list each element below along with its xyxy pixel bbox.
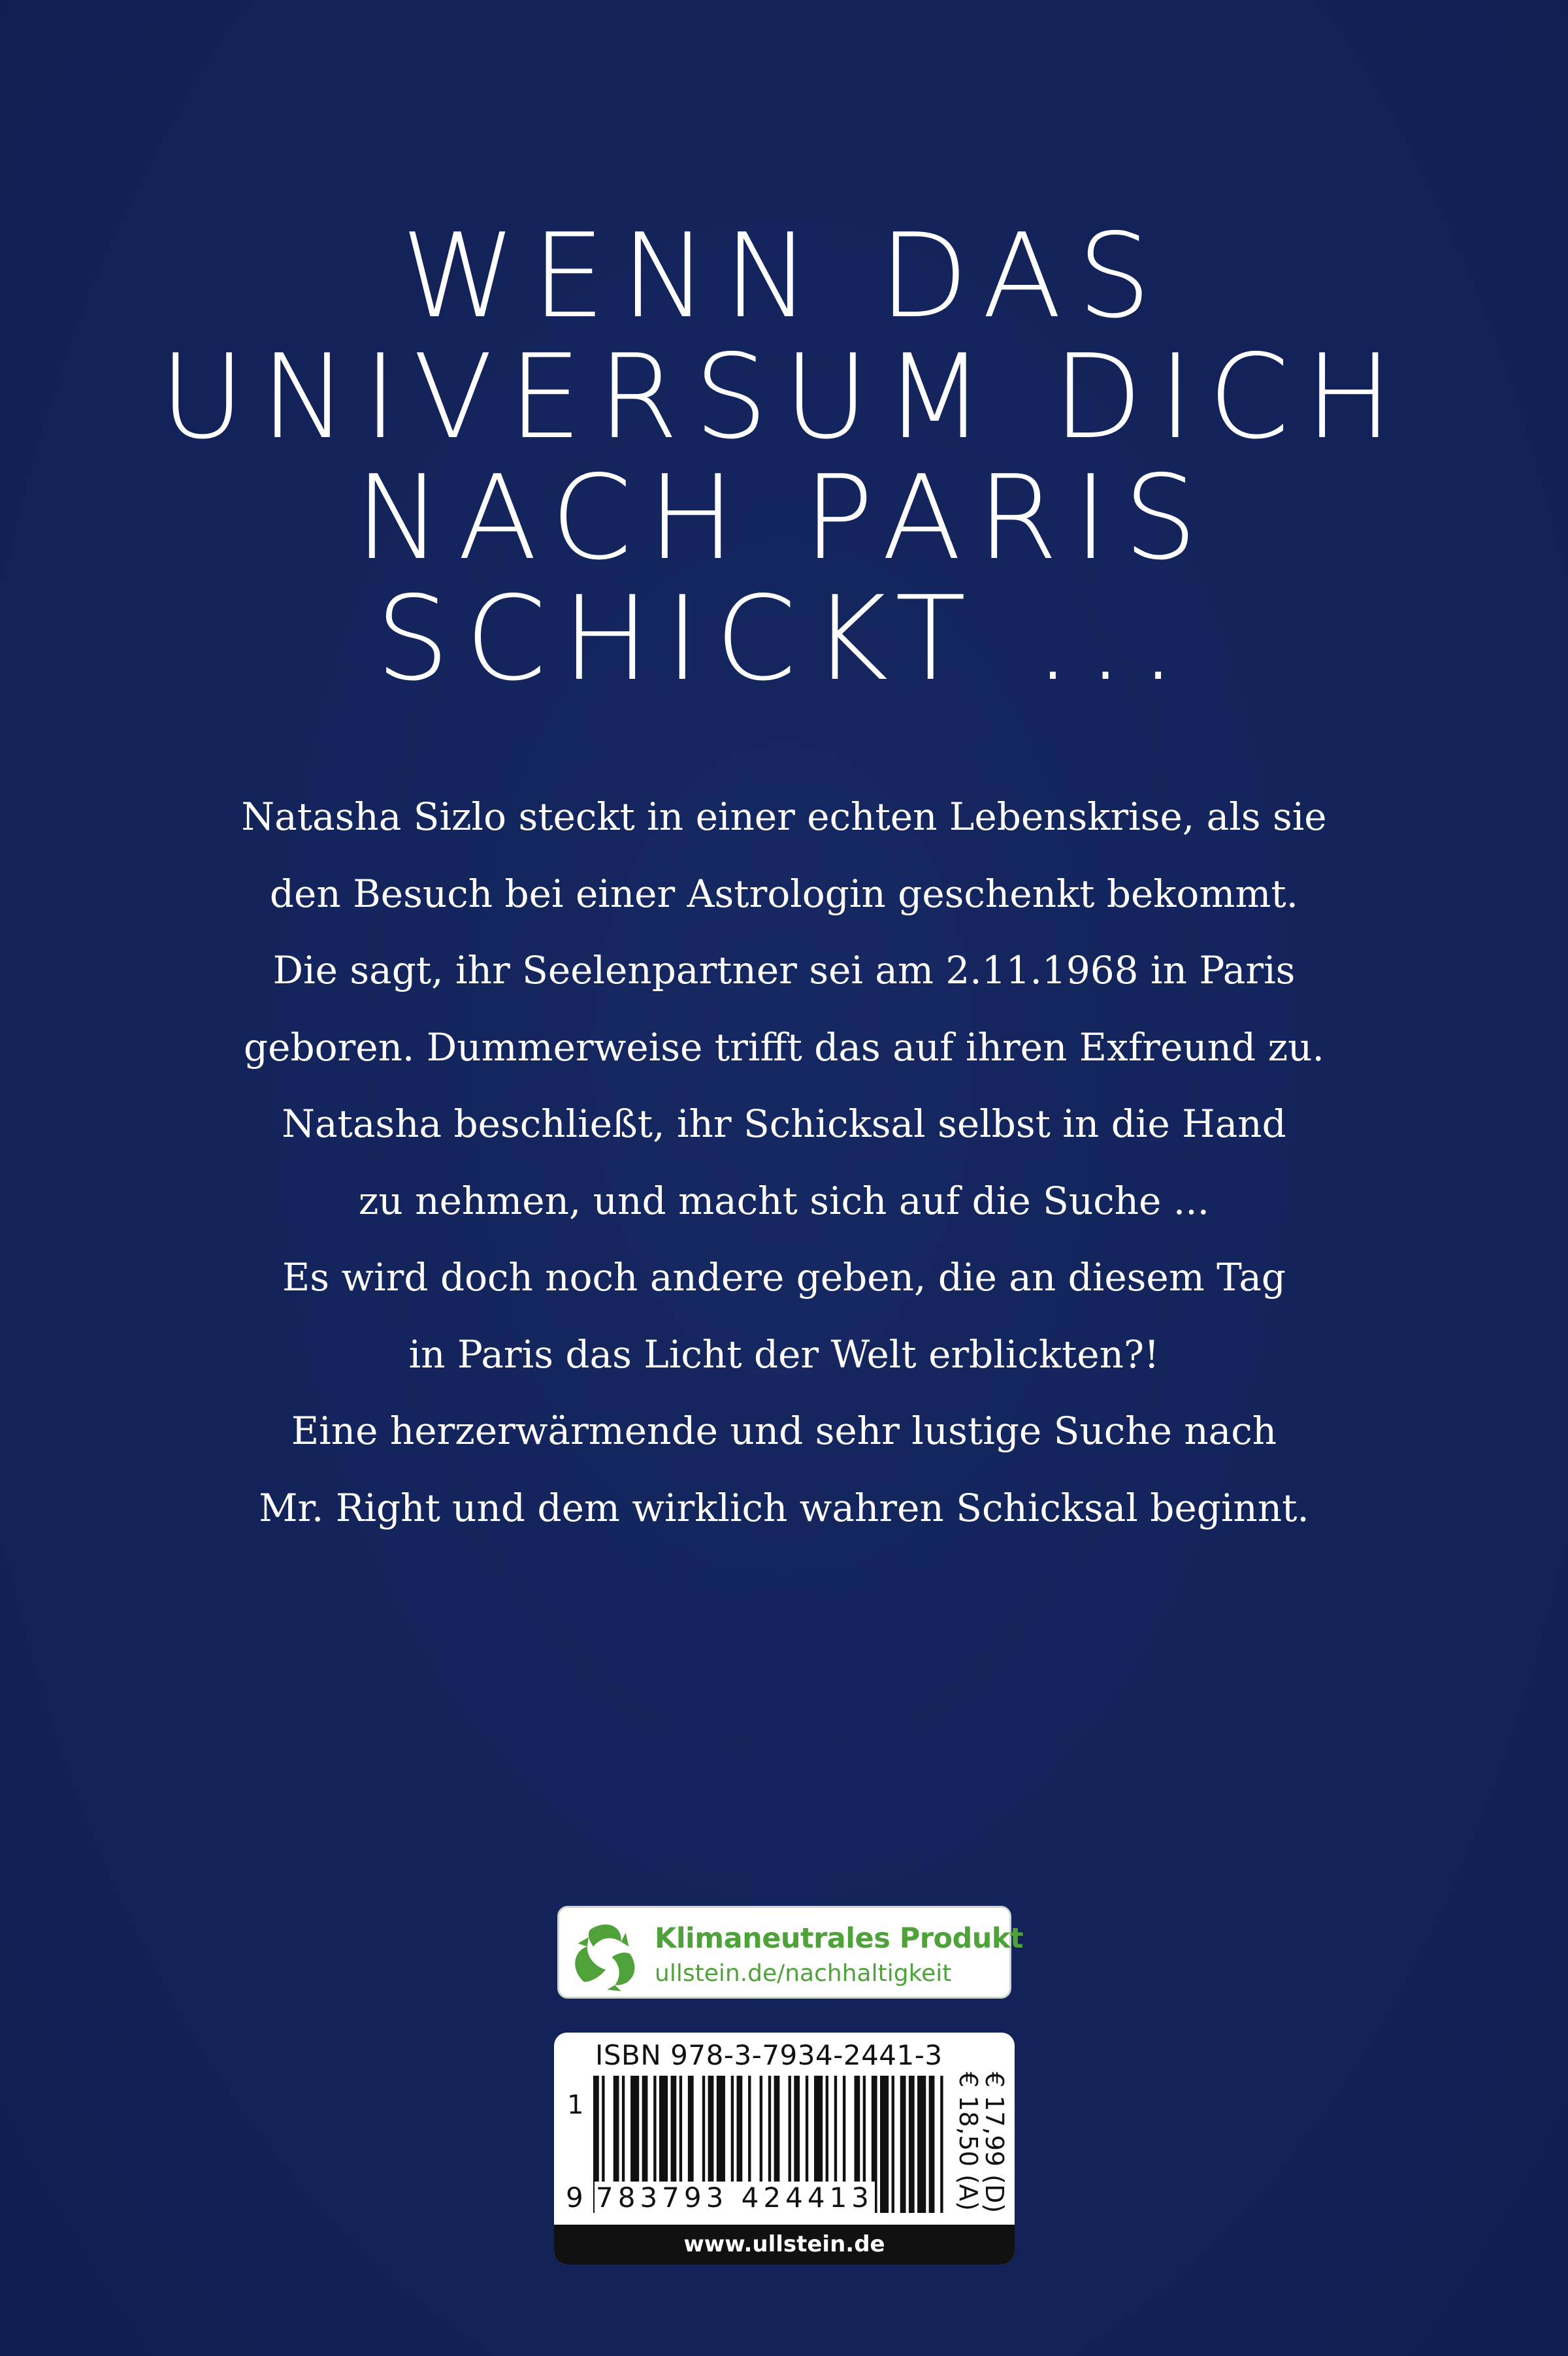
barcode-lead-digit: 1 bbox=[567, 2090, 584, 2120]
headline bbox=[0, 208, 1568, 706]
price-austria-text: € 18,50 (A) bbox=[954, 2072, 983, 2211]
barcode-bar bbox=[909, 2076, 915, 2213]
blurb-line: in Paris das Licht der Welt erblickten?! bbox=[408, 1332, 1160, 1377]
headline-line: WENN DAS bbox=[400, 208, 1168, 344]
badge-url: ullstein.de/nachhaltigkeit bbox=[655, 1960, 952, 1987]
blurb-line: Natasha beschließt, ihr Schicksal selbst in die Hand bbox=[282, 1102, 1286, 1146]
headline-line: UNIVERSUM DICH bbox=[159, 329, 1409, 465]
blurb-line: zu nehmen, und macht sich auf die Suche ... bbox=[358, 1178, 1210, 1223]
barcode-bar bbox=[929, 2076, 935, 2213]
barcode-bar bbox=[892, 2076, 894, 2213]
headline-line: SCHICKT ... bbox=[376, 571, 1192, 706]
blurb-line: Die sagt, ihr Seelenpartner sei am 2.11.1968 in Paris bbox=[272, 948, 1296, 992]
badge-title: Klimaneutrales Produkt bbox=[655, 1922, 1024, 1955]
blurb-line: Eine herzerwärmende und sehr lustige Suche nach bbox=[291, 1409, 1277, 1453]
blurb-line: geboren. Dummerweise trifft das auf ihren Exfreund zu. bbox=[244, 1024, 1324, 1070]
recycle-leaves-icon bbox=[567, 1916, 644, 1993]
barcode-bar bbox=[940, 2076, 943, 2213]
blurb-line: Natasha Sizlo steckt in einer echten Lebenskrise, als sie bbox=[241, 794, 1327, 839]
blurb-line: Mr. Right und dem wirklich wahren Schicksal beginnt. bbox=[259, 1485, 1309, 1530]
ean-digits: 783793 424413 bbox=[596, 2182, 874, 2214]
blurb-line: Es wird doch noch andere geben, die an diesem Tag bbox=[282, 1255, 1286, 1300]
barcode-bar bbox=[917, 2076, 926, 2213]
ean-first-digit: 9 bbox=[566, 2182, 583, 2214]
headline-line: NACH PARIS bbox=[355, 450, 1213, 585]
barcode-bar bbox=[900, 2076, 906, 2213]
price-austria bbox=[956, 2072, 985, 2222]
price-germany-text: € 17,99 (D) bbox=[980, 2072, 1009, 2214]
price-column bbox=[954, 2072, 1011, 2222]
isbn-number: ISBN 978-3-7934-2441-3 bbox=[595, 2039, 943, 2071]
climate-neutral-badge bbox=[557, 1906, 1024, 1999]
publisher-website: www.ullstein.de bbox=[554, 2225, 1015, 2265]
price-germany bbox=[980, 2072, 1011, 2222]
barcode-bar bbox=[880, 2076, 889, 2213]
barcode-label bbox=[554, 2033, 1015, 2265]
blurb-line: den Besuch bei einer Astrologin geschenkt bekommt. bbox=[269, 871, 1299, 916]
blurb-text bbox=[0, 779, 1568, 1546]
